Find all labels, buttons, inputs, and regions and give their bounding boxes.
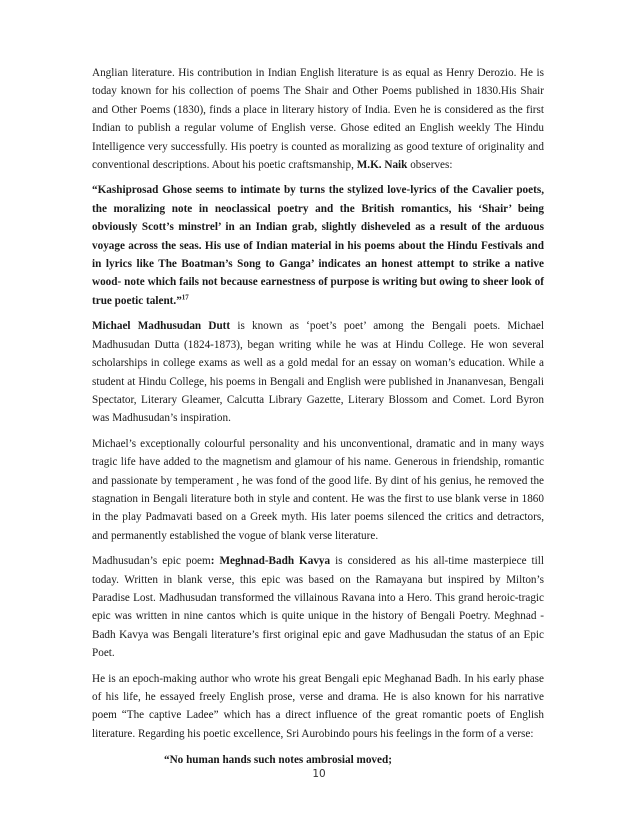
paragraph-text: Anglian literature. His contribution in Indian English literature is as equal as Henry Derozio. He is today known for his collection of poems The Shair and Other Poems published in 1830.His Shair and Other Poems (1830), finds a place in literary history of India. Even he is considered as the first Indian to publish a regular volume of English verse. Ghose edited an English weekly The Hindu Intelligence very successfully. His poetry is counted as moralizing as good texture of originality and conventional descriptions. About his poetic craftsmanship, — [92, 67, 544, 172]
document-page — [92, 64, 544, 770]
paragraph-text: Michael’s exceptionally colourful personality and his unconventional, dramatic and in many ways tragic life have added to the magnetism and glamour of his name. Generous in friendship, romantic and passionate by temperament , he was fond of the good life. By dint of his genius, he removed the stagnation in Bengali literature both in style and content. He was the first to use blank verse in 1860 in the play Padmavati based on a Greek myth. His later poems silenced the critics and detractors, and permanently established the vogue of blank verse literature. — [92, 437, 544, 542]
paragraph-epic-poem — [92, 552, 544, 662]
paragraph-text: is considered as his all-time masterpiece till today. Written in blank verse, this epic was based on the Ramayana but inspired by Milton’s Paradise Lost. Madhusudan transformed the villainous Ravana into a Hero. This grand heroic-tragic epic was written in nine cantos which is quite unique in the history of Bengali Poetry. Meghnad -Badh Kavya was Bengali literature’s first original epic and gave Madhusudan the status of an Epic Poet. — [92, 555, 544, 660]
paragraph-epoch-making — [92, 670, 544, 744]
paragraph-lead: Madhusudan’s epic poem — [92, 555, 211, 568]
poet-name: Michael Madhusudan Dutt — [92, 320, 231, 333]
epic-title: : Meghnad-Badh Kavya — [210, 555, 331, 568]
paragraph-text: is known as ‘poet’s poet’ among the Bengali poets. Michael Madhusudan Dutta (1824-1873), began writing while he was at Hindu College. He won several scholarships in college exams as well as a gold medal for an essay on woman’s education. While a student at Hindu College, his poems in Bengali and English were published in Jnananvesan, Bengali Spectator, Literary Gleamer, Calcutta Library Gazette, Literary Blossom and Comet. Lord Byron was Madhusudan’s inspiration. — [92, 320, 544, 425]
quote-text: “Kashiprosad Ghose seems to intimate by turns the stylized love-lyrics of the Cavalier poets, the moralizing note in neoclassical poetry and the British romantics, his ‘Shair’ being obviously Scott’s minstrel’ in an Indian grab, slightly disheveled as a result of the arduous voyage across the seas. His use of Indian material in his poems about the Hindu Festivals and in lyrics like The Boatman’s Song to Ganga’ indicates an honest attempt to strike a native wood- note which fails not because earnestness of purpose is writing but owing to sheer look of true poetic talent.” — [92, 184, 544, 307]
paragraph-text: He is an epoch-making author who wrote his great Bengali epic Meghanad Badh. In his early phase of his life, he essayed freely English prose, verse and drama. He is also known for his narrative poem “The captive Ladee” which has a direct influence of the great romantic poets of English literature. Regarding his poetic excellence, Sri Aurobindo pours his feelings in the form of a verse: — [92, 672, 544, 740]
paragraph-ghose-intro — [92, 64, 544, 174]
page-number: 10 — [312, 768, 326, 780]
paragraph-madhusudan-personality — [92, 435, 544, 545]
block-quote-naik — [92, 181, 544, 310]
verse-line: “No human hands such notes ambrosial moved; — [164, 754, 392, 767]
paragraph-tail: observes: — [407, 159, 453, 172]
author-name: M.K. Naik — [356, 159, 408, 172]
paragraph-madhusudan-intro — [92, 317, 544, 427]
footnote-marker: 17 — [181, 293, 189, 302]
